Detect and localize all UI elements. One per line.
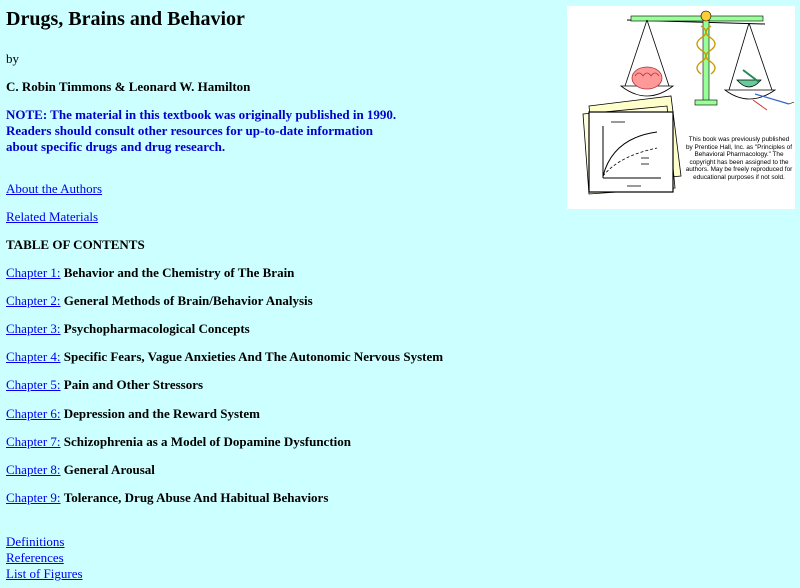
- bottom-links: [6, 534, 83, 582]
- book-cover-image: [567, 6, 795, 209]
- chapter-4-title: Specific Fears, Vague Anxieties And The Autonomic Nervous System: [63, 349, 444, 364]
- definitions-link[interactable]: Definitions: [6, 534, 65, 549]
- chapter-1-row: [6, 265, 294, 281]
- chapter-8-title: General Arousal: [63, 462, 155, 477]
- chapter-7-row: [6, 434, 351, 450]
- chapter-3-title: Psychopharmacological Concepts: [63, 321, 250, 336]
- byline: by: [6, 51, 19, 66]
- chapter-9-link[interactable]: Chapter 9:: [6, 490, 61, 505]
- chapter-4-link[interactable]: Chapter 4:: [6, 349, 61, 364]
- chapter-5-row: [6, 377, 203, 393]
- chapter-3-row: [6, 321, 250, 337]
- chapter-1-link[interactable]: Chapter 1:: [6, 265, 61, 280]
- chapter-5-link[interactable]: Chapter 5:: [6, 377, 61, 392]
- author-names: C. Robin Timmons & Leonard W. Hamilton: [6, 79, 251, 94]
- chapter-6-title: Depression and the Reward System: [63, 406, 260, 421]
- page-content: [6, 0, 566, 581]
- chapter-2-link[interactable]: Chapter 2:: [6, 293, 61, 308]
- page-title: Drugs, Brains and Behavior: [6, 8, 245, 30]
- chapter-6-link[interactable]: Chapter 6:: [6, 406, 61, 421]
- chapter-9-title: Tolerance, Drug Abuse And Habitual Behaviors: [63, 490, 329, 505]
- chapter-3-link[interactable]: Chapter 3:: [6, 321, 61, 336]
- list-of-figures-link[interactable]: List of Figures: [6, 566, 83, 581]
- about-authors-link[interactable]: About the Authors: [6, 181, 103, 196]
- chapter-6-row: [6, 406, 260, 422]
- related-materials-line: [6, 209, 98, 225]
- chapter-2-title: General Methods of Brain/Behavior Analysis: [63, 293, 313, 308]
- chapter-4-row: [6, 349, 443, 365]
- publication-note: NOTE: The material in this textbook was originally published in 1990. Readers should consult other resources for up-to-date information about specific drugs and drug research.: [6, 107, 397, 154]
- cover-caption: This book was previously published by Prentice Hall, Inc. as "Principles of Behavioral Pharmacology." The copyright has been assigned to the authors. May be freely reproduced for educational purposes if not sold.: [685, 136, 793, 181]
- about-authors-line: [6, 181, 102, 197]
- chapter-5-title: Pain and Other Stressors: [63, 377, 204, 392]
- chapter-2-row: [6, 293, 313, 309]
- chapter-8-row: [6, 462, 155, 478]
- chapter-9-row: [6, 490, 328, 506]
- toc-heading: TABLE OF CONTENTS: [6, 237, 145, 252]
- related-materials-link[interactable]: Related Materials: [6, 209, 99, 224]
- chapter-1-title: Behavior and the Chemistry of The Brain: [63, 265, 295, 280]
- chapter-8-link[interactable]: Chapter 8:: [6, 462, 61, 477]
- references-link[interactable]: References: [6, 550, 64, 565]
- chapter-7-title: Schizophrenia as a Model of Dopamine Dysfunction: [63, 434, 351, 449]
- chapter-7-link[interactable]: Chapter 7:: [6, 434, 61, 449]
